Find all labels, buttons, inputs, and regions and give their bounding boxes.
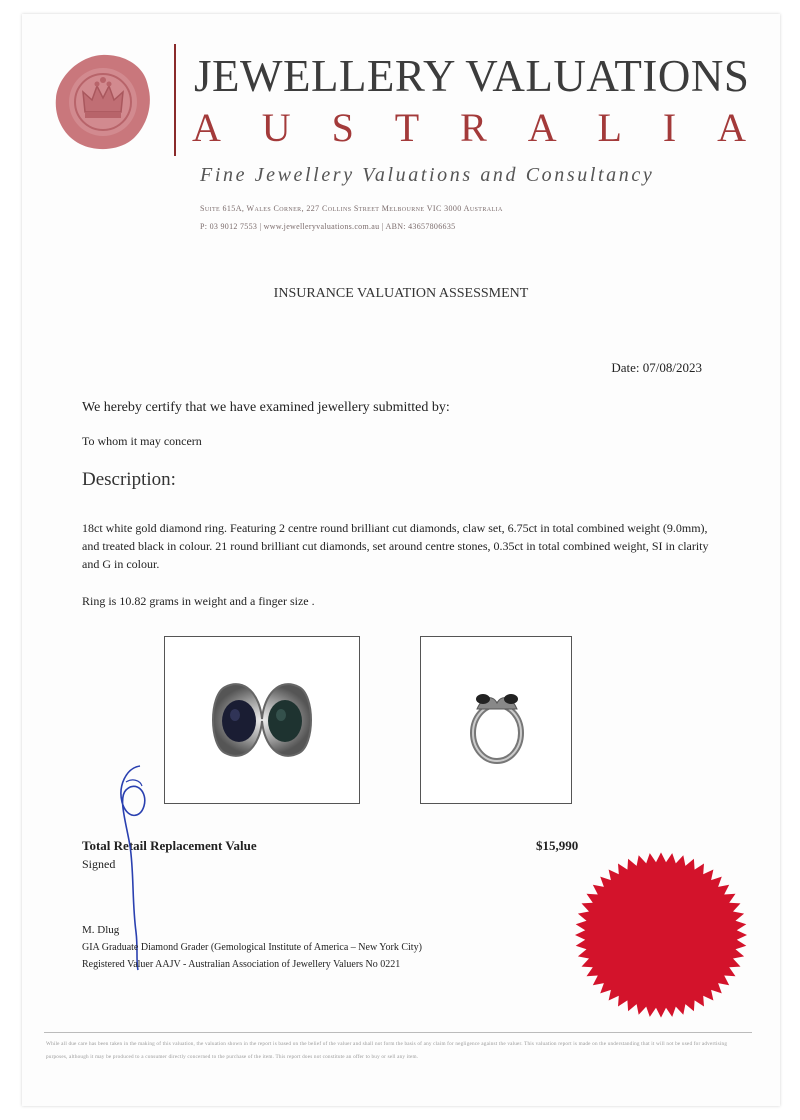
handwritten-signature — [96, 762, 166, 972]
header-divider — [174, 44, 176, 156]
brand-letter: T — [394, 105, 420, 150]
description-text: 18ct white gold diamond ring. Featuring 2 centre round brilliant cut diamonds, claw set, 6.75ct in total combined weight (9.0mm), and treated black in colour. 21 round brilliant cut diamonds, set around centre stones, 0.35ct in total combined weight, SI in clarity and G in colour. — [82, 521, 709, 571]
footer-divider — [44, 1032, 752, 1033]
brand-letter: A — [192, 105, 221, 150]
ring-photo-top — [164, 636, 360, 804]
ring-details: Ring is 10.82 grams in weight and a finger size . — [82, 594, 315, 608]
brand-letter: A — [717, 105, 746, 150]
red-seal-sticker — [566, 846, 756, 1024]
tagline: Fine Jewellery Valuations and Consultancy — [200, 164, 655, 186]
business-contact: P: 03 9012 7553 | www.jewelleryvaluations.com.au | ABN: 43657806635 — [200, 222, 456, 231]
brand-letter: R — [460, 105, 487, 150]
valuation-document — [22, 14, 780, 1106]
disclaimer-text: While all due care has been taken in the making of this valuation, the valuation shown in the report is based on the belief of the valuer and shall not form the basis of any claim for negligence against the valuer. This valuation report is made on the understanding that it will not be used for advertising purposes, although it may be produced to a consumer directly concerned to the purchase of the item. This report does not constitute an offer to buy or sell any item. — [46, 1041, 728, 1060]
recipient: To whom it may concern — [82, 434, 202, 448]
ring-photo-side — [420, 636, 572, 804]
brand-letter: U — [261, 105, 291, 150]
signed-label: Signed — [82, 857, 116, 871]
brand-letter: L — [597, 105, 622, 150]
ring-top-view-icon — [165, 637, 359, 803]
wax-seal-logo-icon — [52, 52, 152, 152]
certification-statement: We hereby certify that we have examined jewellery submitted by: — [82, 400, 450, 415]
document-date: Date: 07/08/2023 — [611, 360, 702, 375]
valuation-amount: $15,990 — [536, 838, 579, 853]
description-heading: Description: — [82, 469, 176, 490]
brand-subtitle — [192, 104, 746, 151]
ring-side-view-icon — [421, 637, 571, 803]
valuation-label: Total Retail Replacement Value — [82, 838, 257, 853]
brand-title: JEWELLERY VALUATIONS — [194, 51, 750, 101]
valuer-name: M. Dlug — [82, 924, 120, 936]
brand-letter: I — [662, 105, 677, 150]
brand-letter: S — [331, 105, 354, 150]
business-address: Suite 615A, Wales Corner, 227 Collins Street Melbourne VIC 3000 Australia — [200, 204, 503, 213]
valuer-qualification: GIA Graduate Diamond Grader (Gemological Institute of America – New York City) — [82, 942, 422, 953]
document-title: INSURANCE VALUATION ASSESSMENT — [273, 286, 529, 301]
brand-letter: A — [527, 105, 557, 150]
valuer-registration: Registered Valuer AAJV - Australian Association of Jewellery Valuers No 0221 — [82, 959, 401, 970]
